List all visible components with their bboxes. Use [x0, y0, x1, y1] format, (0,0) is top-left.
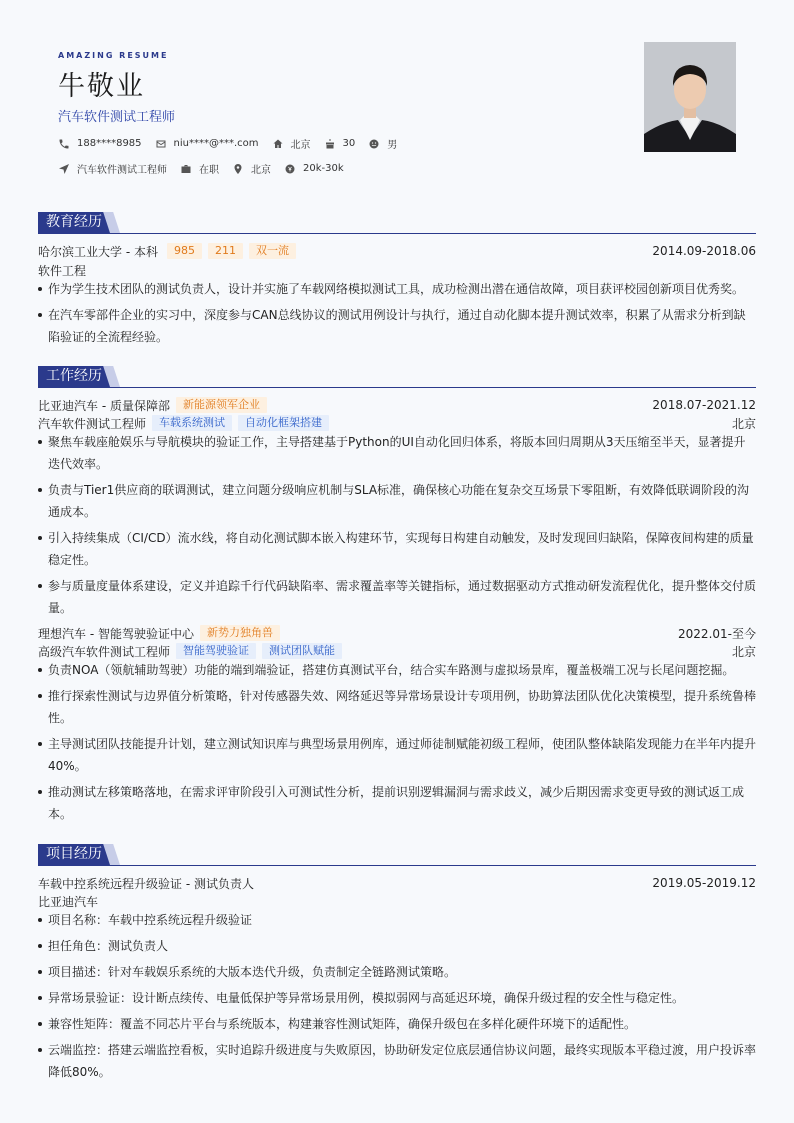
role-tag: 车载系统测试 [152, 415, 232, 431]
salary-text: 20k-30k [303, 163, 344, 174]
candidate-name: 牛敬业 [58, 71, 145, 102]
list-item: 项目描述：针对车载娱乐系统的大版本迭代升级，负责制定全链路测试策略。 [38, 961, 756, 983]
contact-row [58, 136, 410, 151]
list-item: 异常场景验证：设计断点续传、电量低保护等异常场景用例，模拟弱网与高延迟环境，确保升级过程的安全性与稳定性。 [38, 987, 756, 1009]
job-role: 高级汽车软件测试工程师 [38, 644, 171, 659]
job-role-row [38, 643, 756, 659]
list-item: 负责与Tier1供应商的联调测试，建立问题分级响应机制与SLA标准，确保核心功能在复杂交互场景下零阻断，有效降低联调阶段的沟通成本。 [38, 479, 756, 523]
send-icon [58, 163, 70, 175]
target-city-info [232, 161, 271, 176]
phone-icon [58, 138, 70, 150]
role-tag: 智能驾驶验证 [176, 643, 256, 659]
education-date: 2014.09-2018.06 [652, 244, 756, 258]
project-name: 车载中控系统远程升级验证 - 测试负责人 [38, 876, 254, 891]
job-header [38, 625, 756, 641]
cake-icon [324, 138, 336, 150]
candidate-title: 汽车软件测试工程师 [58, 110, 176, 125]
project-company-row [38, 893, 756, 909]
education-major [38, 262, 756, 278]
gender-info [368, 136, 397, 151]
section-education-title: 教育经历 [38, 212, 110, 233]
location-icon [232, 163, 244, 175]
home-info [272, 136, 311, 151]
status-info [180, 161, 219, 176]
email-text: niu****@***.com [173, 138, 259, 149]
phone-text: 188****8985 [77, 138, 142, 149]
section-project-title: 项目经历 [38, 844, 110, 865]
list-item: 引入持续集成（CI/CD）流水线，将自动化测试脚本嵌入构建环节，实现每日构建自动触发，及时发现回归缺陷，保障夜间构建的质量稳定性。 [38, 527, 756, 571]
education-bullets [38, 278, 756, 352]
email-info [155, 138, 259, 150]
list-item: 作为学生技术团队的测试负责人，设计并实施了车载网络模拟测试工具，成功检测出潜在通信故障，项目获评校园创新项目优秀奖。 [38, 278, 756, 300]
list-item: 兼容性矩阵：覆盖不同芯片平台与系统版本，构建兼容性测试矩阵，确保升级包在多样化硬件环境下的适配性。 [38, 1013, 756, 1035]
gender-icon [368, 138, 380, 150]
mail-icon [155, 138, 167, 150]
school-name: 哈尔滨工业大学 - 本科 [38, 244, 158, 259]
section-work [38, 366, 756, 388]
age-info [324, 138, 356, 150]
project-company: 比亚迪汽车 [38, 894, 99, 909]
job-city: 北京 [731, 416, 756, 431]
company-tag: 新能源领军企业 [176, 397, 267, 413]
role-tag: 自动化框架搭建 [238, 415, 329, 431]
phone-info [58, 138, 142, 150]
section-education [38, 212, 756, 234]
status-text: 在职 [199, 165, 219, 176]
school-tag: 211 [208, 243, 243, 259]
briefcase-icon [180, 163, 192, 175]
salary-info [284, 163, 344, 175]
list-item: 项目名称：车载中控系统远程升级验证 [38, 909, 756, 931]
brand-label: AMAZING RESUME [58, 51, 169, 60]
job-company: 比亚迪汽车 - 质量保障部 [38, 398, 170, 413]
education-header [38, 243, 756, 259]
target-job-info [58, 161, 167, 176]
major-text: 软件工程 [38, 263, 87, 278]
project-date: 2019.05-2019.12 [652, 876, 756, 890]
job-company: 理想汽车 - 智能驾驶验证中心 [38, 626, 194, 641]
job-header [38, 397, 756, 413]
gender-text: 男 [387, 140, 398, 151]
job-role: 汽车软件测试工程师 [38, 416, 147, 431]
job-date: 2018.07-2021.12 [652, 398, 756, 412]
project-bullets [38, 909, 756, 1087]
job-date: 2022.01-至今 [678, 626, 756, 641]
list-item: 主导测试团队技能提升计划，建立测试知识库与典型场景用例库，通过师徒制赋能初级工程师，使团队整体缺陷发现能力在半年内提升40%。 [38, 733, 756, 777]
list-item: 负责NOA（领航辅助驾驶）功能的端到端验证，搭建仿真测试平台，结合实车路测与虚拟场景库，覆盖极端工况与长尾问题挖掘。 [38, 659, 756, 681]
list-item: 担任角色：测试负责人 [38, 935, 756, 957]
section-work-title: 工作经历 [38, 366, 110, 387]
target-city-text: 北京 [251, 165, 271, 176]
home-icon [272, 138, 284, 150]
target-job-text: 汽车软件测试工程师 [77, 165, 167, 176]
job-bullets [38, 659, 756, 829]
list-item: 在汽车零部件企业的实习中，深度参与CAN总线协议的测试用例设计与执行，通过自动化脚本提升测试效率，积累了从需求分析到缺陷验证的全流程经验。 [38, 304, 756, 348]
list-item: 云端监控：搭建云端监控看板，实时追踪升级进度与失败原因，协助研发定位底层通信协议问题，最终实现版本平稳过渡，用户投诉率降低80%。 [38, 1039, 756, 1083]
job-role-row [38, 415, 756, 431]
role-tag: 测试团队赋能 [262, 643, 342, 659]
school-tag: 985 [167, 243, 202, 259]
section-project [38, 844, 756, 866]
list-item: 推动测试左移策略落地，在需求评审阶段引入可测试性分析，提前识别逻辑漏洞与需求歧义，减少后期因需求变更导致的测试返工成本。 [38, 781, 756, 825]
money-icon [284, 163, 296, 175]
list-item: 参与质量度量体系建设，定义并追踪千行代码缺陷率、需求覆盖率等关键指标，通过数据驱动方式推动研发流程优化，提升整体交付质量。 [38, 575, 756, 619]
intention-row [58, 161, 357, 176]
job-bullets [38, 431, 756, 623]
list-item: 推行探索性测试与边界值分析策略，针对传感器失效、网络延迟等异常场景设计专项用例，协助算法团队优化决策模型，提升系统鲁棒性。 [38, 685, 756, 729]
job-city: 北京 [731, 644, 756, 659]
avatar [644, 42, 736, 152]
list-item: 聚焦车载座舱娱乐与导航模块的验证工作，主导搭建基于Python的UI自动化回归体系，将版本回归周期从3天压缩至半天，显著提升迭代效率。 [38, 431, 756, 475]
company-tag: 新势力独角兽 [200, 625, 280, 641]
project-header [38, 875, 756, 891]
school-tag: 双一流 [249, 243, 296, 259]
age-text: 30 [342, 138, 356, 149]
home-text: 北京 [290, 140, 311, 151]
profile-photo [644, 42, 736, 152]
